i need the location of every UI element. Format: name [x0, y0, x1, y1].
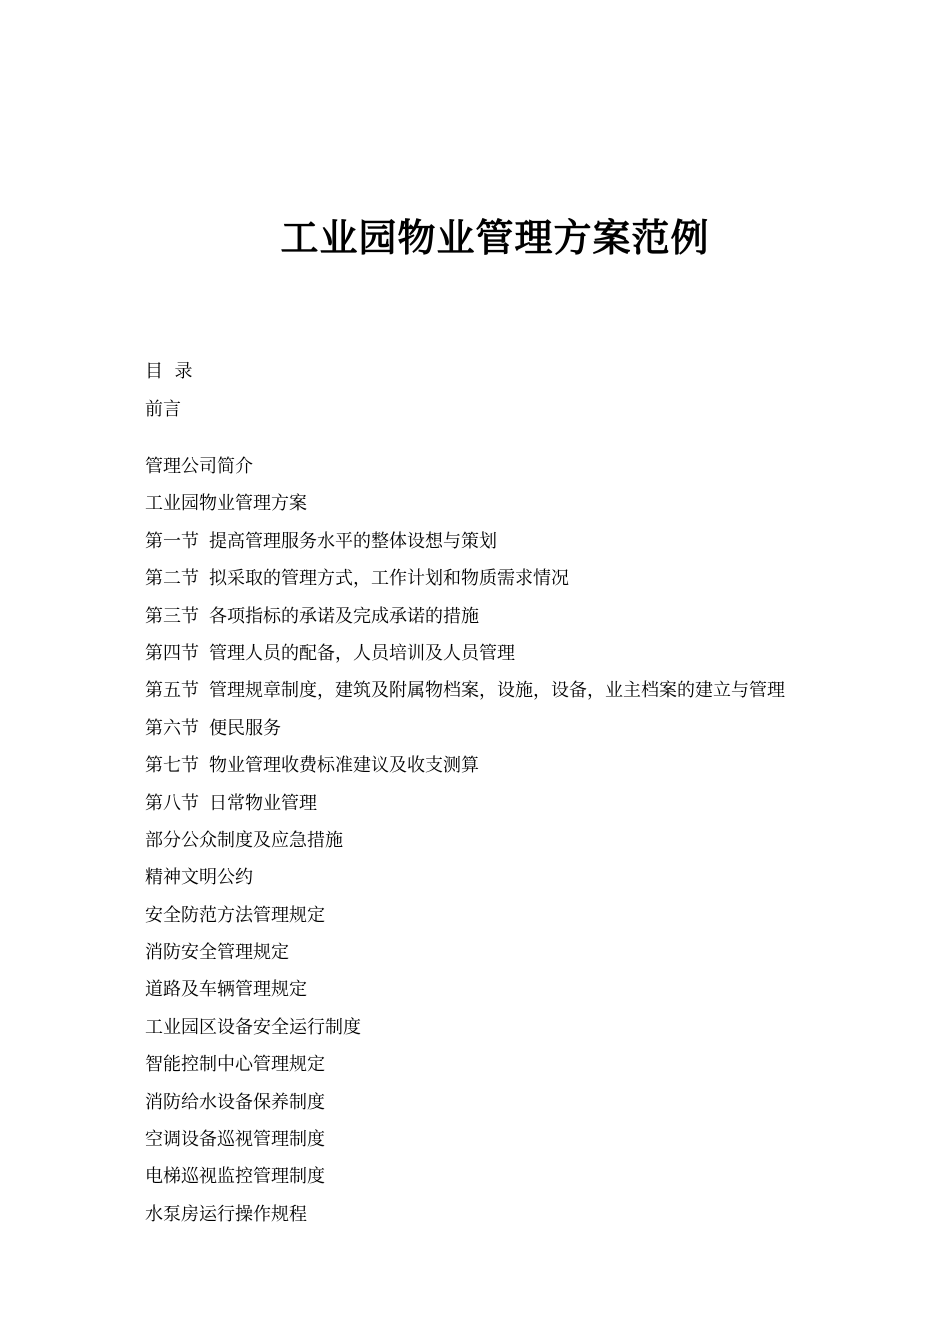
- toc-item-text: 道路及车辆管理规定: [145, 979, 307, 1001]
- toc-item: [145, 1014, 785, 1051]
- toc-item-text: 空调设备巡视管理制度: [145, 1129, 325, 1151]
- toc-item-text: 管理公司简介: [145, 456, 253, 477]
- toc-preface: 前言: [145, 399, 181, 420]
- toc-item: [145, 490, 785, 527]
- toc-item: [145, 790, 785, 827]
- toc-item-text: 智能控制中心管理规定: [145, 1054, 325, 1076]
- document-title: 工业园物业管理方案范例: [280, 215, 710, 260]
- toc-item-text: 物业管理收费标准建议及收支测算: [209, 755, 479, 777]
- toc-item-text: 工业园区设备安全运行制度: [145, 1016, 361, 1038]
- toc-item-text: 各项指标的承诺及完成承诺的措施: [209, 605, 479, 627]
- toc-section-number: 第一节: [145, 530, 199, 552]
- toc-item: [145, 1051, 785, 1088]
- toc-item-text: 便民服务: [209, 717, 281, 739]
- toc-section-number: 第二节: [145, 568, 199, 590]
- toc-item: [145, 827, 785, 864]
- toc-item-text: 精神文明公约: [145, 867, 253, 889]
- toc-heading: 目 录: [145, 361, 193, 382]
- toc-item: [145, 528, 785, 565]
- toc-item: [145, 752, 785, 789]
- toc-item-text: 管理规章制度，建筑及附属物档案，设施，设备，业主档案的建立与管理: [209, 680, 785, 702]
- toc-section-number: 第五节: [145, 680, 199, 702]
- toc-item-text: 提高管理服务水平的整体设想与策划: [209, 530, 497, 552]
- toc-item: [145, 1201, 785, 1238]
- toc-item-text: 管理人员的配备，人员培训及人员管理: [209, 642, 515, 664]
- toc-item: [145, 902, 785, 939]
- toc-item: [145, 864, 785, 901]
- toc-item: [145, 1163, 785, 1200]
- toc-item: [145, 939, 785, 976]
- toc-item: [145, 640, 785, 677]
- toc-item: [145, 603, 785, 640]
- toc-item-text: 安全防范方法管理规定: [145, 904, 325, 926]
- toc-section-number: 第七节: [145, 755, 199, 777]
- toc-section-number: 第八节: [145, 792, 199, 814]
- table-of-contents: [145, 453, 785, 1238]
- toc-item: [145, 976, 785, 1013]
- toc-item-text: 部分公众制度及应急措施: [145, 829, 343, 851]
- toc-item-text: 消防给水设备保养制度: [145, 1091, 325, 1113]
- toc-section-number: 第六节: [145, 717, 199, 739]
- toc-item: [145, 453, 785, 490]
- toc-item: [145, 1089, 785, 1126]
- toc-item: [145, 1126, 785, 1163]
- toc-item: [145, 715, 785, 752]
- toc-item-text: 日常物业管理: [209, 792, 317, 814]
- toc-item: [145, 677, 785, 714]
- toc-section-number: 第四节: [145, 642, 199, 664]
- toc-item-text: 工业园物业管理方案: [145, 493, 307, 515]
- toc-item: [145, 565, 785, 602]
- toc-item-text: 消防安全管理规定: [145, 942, 289, 964]
- toc-item-text: 拟采取的管理方式，工作计划和物质需求情况: [209, 568, 569, 590]
- toc-item-text: 水泵房运行操作规程: [145, 1203, 307, 1225]
- toc-item-text: 电梯巡视监控管理制度: [145, 1166, 325, 1188]
- toc-section-number: 第三节: [145, 605, 199, 627]
